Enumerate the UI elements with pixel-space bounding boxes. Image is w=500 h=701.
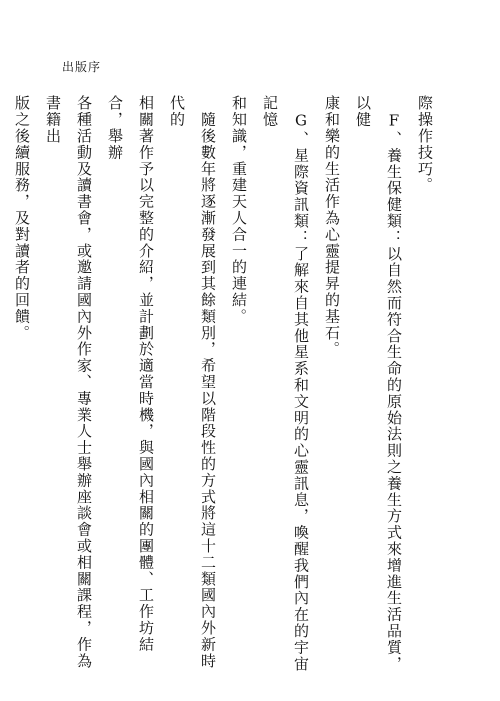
vertical-text-body [0, 95, 440, 685]
text-line [0, 95, 6, 685]
running-header: 出版序 [62, 60, 102, 74]
text-line: 際操作技巧。 [416, 95, 434, 194]
text-line: 康和樂的生活作為心靈提昇的基石。 [323, 95, 341, 358]
text-line: 相關著作予以完整的介紹，並計劃於適當時機，與國內相關的團體、工作坊結合，舉辦 [106, 95, 155, 653]
text-line: 各種活動及讀書會，或邀請國內外作家、專業人士舉辦座談會或相關課程，作為書籍出 [44, 95, 93, 669]
text-line: 版之後續服務，及對讀者的回饋。 [13, 95, 31, 341]
text-line: F、養生保健類：以自然而符合生命的原始法則之養生方式來增進生活品質，以健 [354, 95, 403, 672]
text-line: 隨後數年將逐漸發展到其餘類別，希望以階段性的方式將這十二類國內外新時代的 [168, 95, 217, 669]
text-line: 和知識，重建天人合一的連結。 [230, 95, 248, 325]
text-line: G、星際資訊類：了解來自其他星系和文明的心靈訊息，喚醒我們內在的宇宙記憶 [261, 95, 310, 672]
